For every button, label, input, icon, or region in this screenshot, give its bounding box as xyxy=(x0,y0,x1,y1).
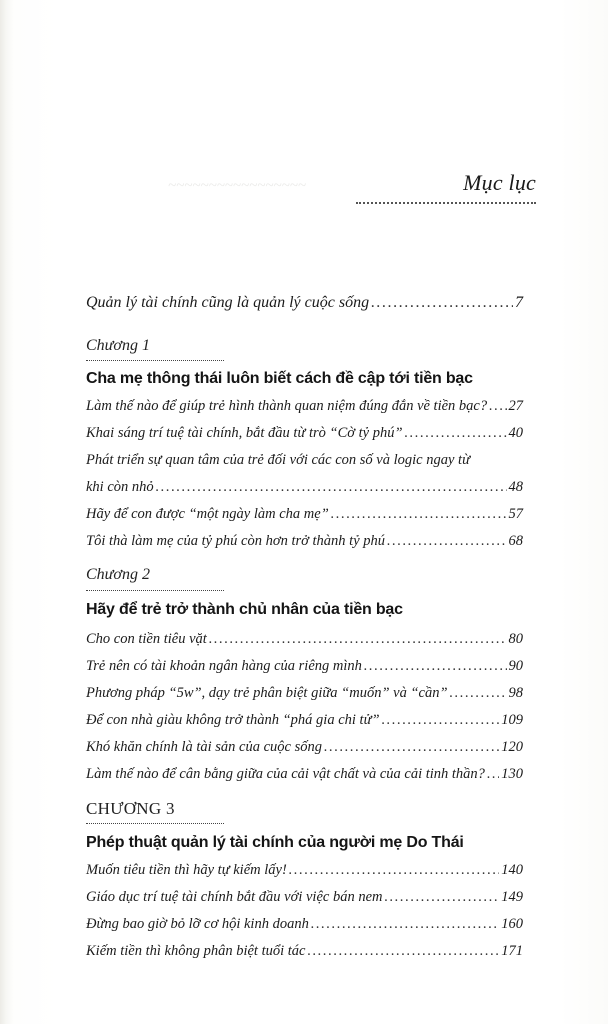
entry-page: 171 xyxy=(501,943,523,959)
toc-title: Mục lục xyxy=(463,170,536,195)
entry-title: Để con nhà giàu không trở thành “phá gia chi tử” xyxy=(86,712,380,728)
chapter-3-label: CHƯƠNG 3 xyxy=(86,799,175,818)
toc-entry[interactable] xyxy=(86,425,523,442)
toc-entry-intro[interactable] xyxy=(86,294,523,312)
toc-entry[interactable] xyxy=(86,506,523,523)
entry-page: 109 xyxy=(501,712,523,728)
toc-entry[interactable] xyxy=(86,533,523,550)
entry-title: Cho con tiền tiêu vặt xyxy=(86,631,207,647)
entry-page: 149 xyxy=(501,889,523,905)
entry-title: Làm thế nào để giúp trẻ hình thành quan niệm đúng đắn về tiền bạc? xyxy=(86,398,488,414)
entry-page: 140 xyxy=(501,862,523,878)
toc-title-divider xyxy=(356,202,536,204)
dot-leader xyxy=(307,943,499,960)
dot-leader xyxy=(331,506,507,523)
toc-entry[interactable] xyxy=(86,631,523,648)
entry-title-line1: Phát triển sự quan tâm của trẻ đối với các con số và logic ngay từ xyxy=(86,452,470,468)
entry-title: Đừng bao giờ bỏ lỡ cơ hội kinh doanh xyxy=(86,916,309,932)
dot-leader xyxy=(405,425,507,442)
entry-title: Giáo dục trí tuệ tài chính bắt đầu với việc bán nem xyxy=(86,889,383,905)
entry-title: Quản lý tài chính cũng là quản lý cuộc sống xyxy=(86,294,370,311)
entry-page: 80 xyxy=(508,631,523,647)
entry-page: 40 xyxy=(508,425,523,441)
dot-leader xyxy=(324,739,499,756)
entry-title: Tôi thà làm mẹ của tỷ phú còn hơn trở thành tỷ phú xyxy=(86,533,386,549)
chapter-1-divider xyxy=(86,360,224,361)
entry-page: 130 xyxy=(501,766,523,782)
chapter-3-title[interactable]: Phép thuật quản lý tài chính của người mẹ Do Thái xyxy=(86,834,464,851)
toc-entry[interactable] xyxy=(86,889,523,906)
entry-page: 48 xyxy=(508,479,523,495)
dot-leader xyxy=(364,658,507,675)
entry-title: Hãy để con được “một ngày làm cha mẹ” xyxy=(86,506,329,522)
entry-page: 27 xyxy=(508,398,523,414)
toc-entry[interactable] xyxy=(86,916,523,933)
entry-page: 160 xyxy=(501,916,523,932)
chapter-2-title[interactable]: Hãy để trẻ trở thành chủ nhân của tiền bạc xyxy=(86,601,403,618)
toc-entry[interactable] xyxy=(86,398,523,415)
chapter-1-label: Chương 1 xyxy=(86,337,150,354)
toc-entry[interactable] xyxy=(86,943,523,960)
dot-leader xyxy=(371,294,513,312)
entry-page: 98 xyxy=(508,685,523,701)
dot-leader xyxy=(489,398,506,415)
entry-title: Trẻ nên có tài khoản ngân hàng của riêng mình xyxy=(86,658,362,674)
entry-title: Phương pháp “5w”, dạy trẻ phân biệt giữa “muốn” và “cần” xyxy=(86,685,448,701)
toc-entry[interactable] xyxy=(86,766,523,783)
entry-title: khi còn nhỏ xyxy=(86,479,154,495)
dot-leader xyxy=(289,862,499,879)
dot-leader xyxy=(487,766,499,783)
entry-title: Làm thế nào để cân bằng giữa của cải vật chất và của cải tinh thần? xyxy=(86,766,485,782)
entry-page: 7 xyxy=(515,294,523,311)
chapter-2-label: Chương 2 xyxy=(86,566,150,583)
dot-leader xyxy=(382,712,500,729)
entry-page: 68 xyxy=(508,533,523,549)
entry-page: 90 xyxy=(508,658,523,674)
chapter-2-divider xyxy=(86,590,224,591)
toc-entry[interactable] xyxy=(86,658,523,675)
toc-entry[interactable] xyxy=(86,739,523,756)
entry-title: Khai sáng trí tuệ tài chính, bắt đầu từ trò “Cờ tỷ phú” xyxy=(86,425,403,441)
toc-entry[interactable] xyxy=(86,479,523,496)
toc-entry[interactable] xyxy=(86,712,523,729)
entry-title: Muốn tiêu tiền thì hãy tự kiếm lấy! xyxy=(86,862,287,878)
toc-entry[interactable] xyxy=(86,862,523,879)
dot-leader xyxy=(209,631,507,648)
entry-title: Kiếm tiền thì không phân biệt tuổi tác xyxy=(86,943,306,959)
chapter-3-divider xyxy=(86,823,224,824)
entry-page: 120 xyxy=(501,739,523,755)
dot-leader xyxy=(450,685,507,702)
show-through-text: ~~~~~~~~~~~~~~~~~ xyxy=(168,178,306,194)
dot-leader xyxy=(387,533,506,550)
toc-entry[interactable] xyxy=(86,685,523,702)
toc-entry-line1[interactable] xyxy=(86,452,523,469)
dot-leader xyxy=(156,479,507,496)
chapter-1-title[interactable]: Cha mẹ thông thái luôn biết cách đề cập tới tiền bạc xyxy=(86,370,473,387)
dot-leader xyxy=(384,889,499,906)
entry-page: 57 xyxy=(508,506,523,522)
dot-leader xyxy=(311,916,499,933)
entry-title: Khó khăn chính là tài sản của cuộc sống xyxy=(86,739,323,755)
